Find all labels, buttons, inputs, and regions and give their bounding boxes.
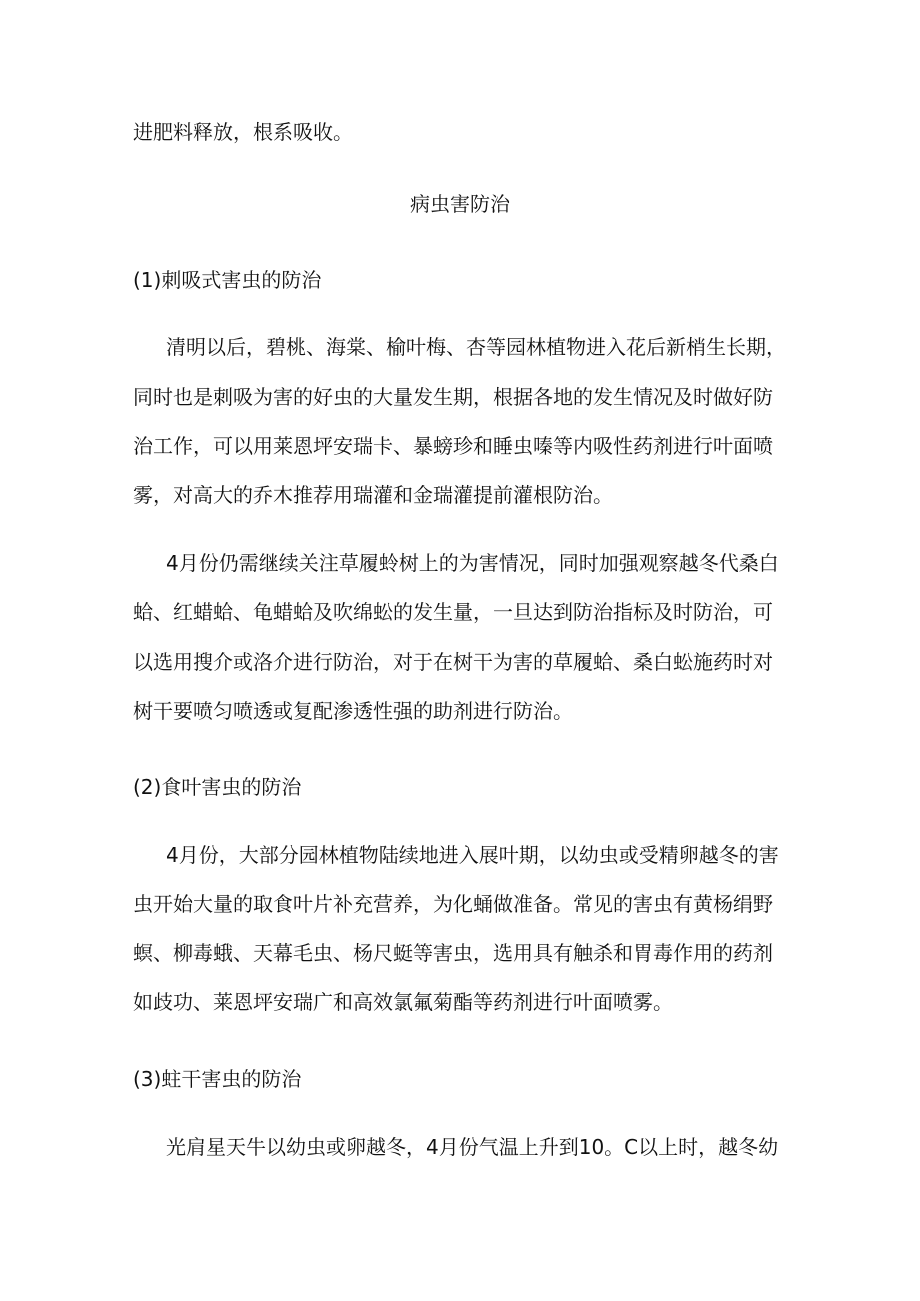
- subsection-heading-3: (3)蛀干害虫的防治: [133, 1067, 302, 1091]
- paragraph-line: 树干要喷匀喷透或复配渗透性强的助剂进行防治。: [133, 699, 573, 723]
- paragraph-line: 螟、柳毒蛾、天幕毛虫、杨尺蜓等害虫，选用具有触杀和胃毒作用的药剂: [133, 941, 773, 965]
- paragraph-line: 蛤、红蜡蛤、龟蜡蛤及吹绵蚣的发生量，一旦达到防治指标及时防治，可: [133, 600, 773, 624]
- subsection-heading-2: (2)食叶害虫的防治: [133, 775, 302, 799]
- paragraph-line: 虫开始大量的取食叶片补充营养，为化蛹做准备。常见的害虫有黄杨绢野: [133, 892, 773, 916]
- subsection-heading-1: (1)刺吸式害虫的防治: [133, 268, 322, 292]
- paragraph-line: 治工作，可以用莱恩坪安瑞卡、暴螃珍和睡虫嗪等内吸性药剂进行叶面喷: [133, 434, 773, 458]
- paragraph-line: 以选用搜介或洛介进行防治，对于在树干为害的草履蛤、桑白蚣施药时对: [133, 650, 773, 674]
- paragraph-line: 同时也是刺吸为害的好虫的大量发生期，根据各地的发生情况及时做好防: [133, 385, 773, 409]
- paragraph-line: 光肩星天牛以幼虫或卵越冬，4月份气温上升到10。C以上时，越冬幼: [166, 1135, 779, 1159]
- paragraph-line: 4月份，大部分园林植物陆续地进入展叶期，以幼虫或受精卵越冬的害: [166, 843, 779, 867]
- continuation-text: 进肥料释放，根系吸收。: [133, 120, 353, 144]
- paragraph-line: 清明以后，碧桃、海棠、榆叶梅、杏等园林植物进入花后新梢生长期，: [166, 335, 786, 359]
- paragraph-line: 雾，对高大的乔木推荐用瑞灌和金瑞灌提前灌根防治。: [133, 483, 613, 507]
- section-title: 病虫害防治: [410, 192, 510, 216]
- paragraph-line: 4月份仍需继续关注草履蛉树上的为害情况，同时加强观察越冬代桑白: [166, 551, 779, 575]
- paragraph-line: 如歧功、莱恩坪安瑞广和高效氯氟菊酯等药剂进行叶面喷雾。: [133, 990, 673, 1014]
